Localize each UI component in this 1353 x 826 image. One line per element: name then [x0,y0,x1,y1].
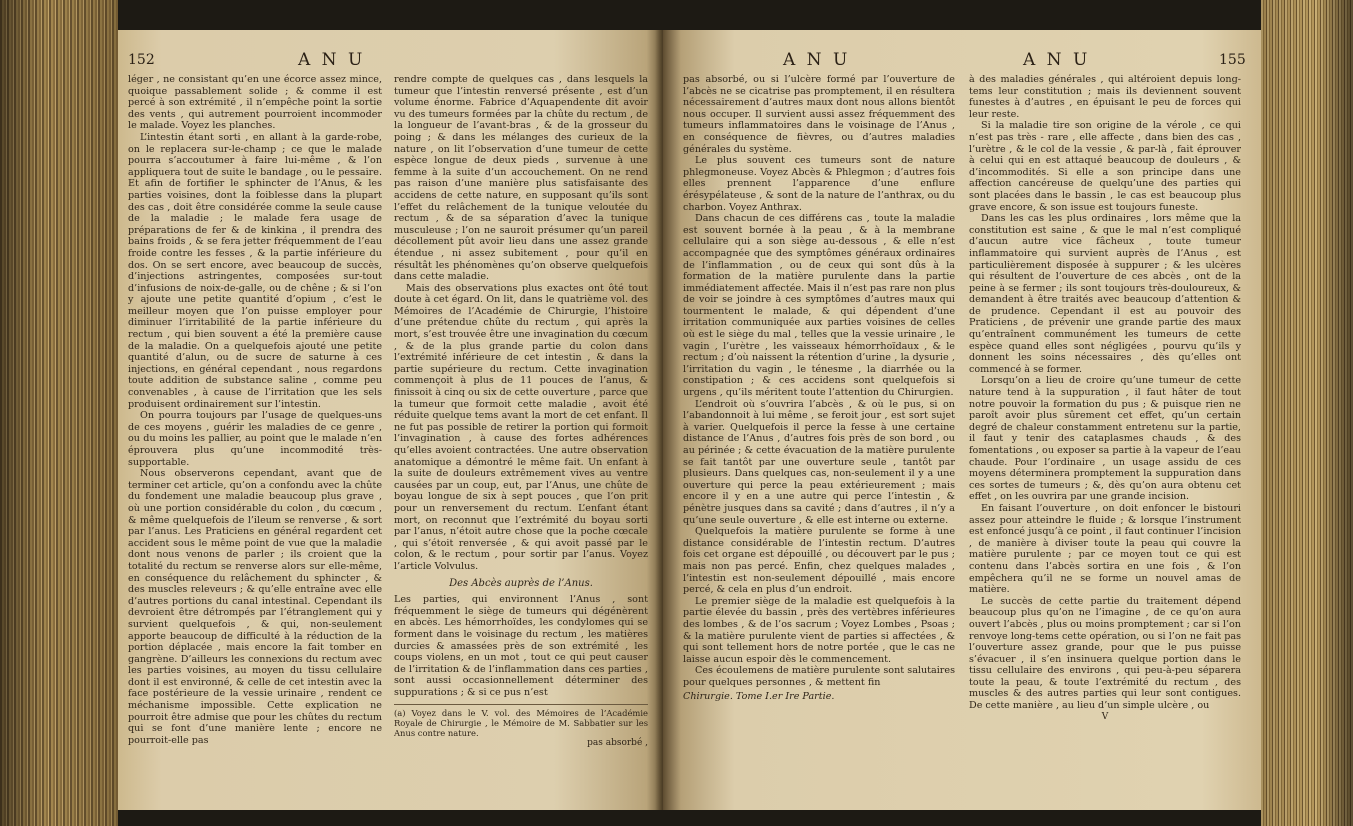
signature-mark: V [1101,711,1109,722]
right-page [663,30,1261,810]
paragraph: Le succès de cette partie du traitement dépend beaucoup plus qu’on ne l’imagine , de ce qu’on aura ouvert l’abcès , plus ou moins promptement ; car si l’on renvoye long-tems cette opération, ou si l’on ne fait pas l’ouverture assez grande, pour que le pus puisse s’évacuer , il s’en insinuera quelque portion dans le tissu cellulaire des environs , qui peu-à-peu séparera toute la peau, & toute l’extrémité du rectum , des muscles & des autres parties qui leur sont contigues. De cette manière , au lieu d’un simple ulcère , ou [969,595,1241,712]
footnote: (a) Voyez dans le V. vol. des Mémoires de l’Académie Royale de Chirurgie , le Mémoire de M. Sabbatier sur les Anus contre nature. [394,704,648,738]
left-column-1 [128,74,382,746]
section-heading: Des Abcès auprès de l’Anus. [449,577,593,589]
paragraph: à des maladies générales , qui altéroient depuis long-tems leur constitution ; mais ils deviennent souvent funestes à d’autres , en épuisant le peu de forces qui leur reste. [969,74,1241,120]
catchword: pas absorbé , [587,738,648,749]
paragraph: léger , ne consistant qu’en une écorce assez mince, quoique passablement solide ; & comme il est percé à son extrémité , il n’empêche point la sortie des vents , qui autrement pourroient incommoder le malade. Voyez les planches. [128,74,382,132]
paragraph: Dans chacun de ces différens cas , toute la maladie est souvent bornée à la peau , & à la membrane cellulaire qui a son siège au-dessous , & elle n’est accompagnée que des symptômes généraux ordinaires de l’inflammation , ou de ceux qui sont dûs à la formation de la matière purulente dans la partie immédiatement affectée. Mais il n’est pas rare non plus de voir se joindre à ces symptômes d’autres maux qui tourmentent le malade, & qui dépendent d’une irritation communiquée aux parties voisines de celles où est le siège du mal , telles que la vessie urinaire , le vagin , l’urètre , les vaisseaux hémorrhoïdaux , & le rectum ; d’où naissent la rétention d’urine , la dysurie , l’irritation du vagin , le ténesme , la diarrhée ou la constipation ; & ces accidens sont quelquefois si urgens , qu’ils méritent toute l’attention du Chirurgien. [683,213,955,399]
left-column-2 [394,74,648,750]
paragraph: Mais des observations plus exactes ont ôté tout doute à cet égard. On lit, dans le quatrième vol. des Mémoires de l’Académie de Chirurgie, l’histoire d’une prétendue chûte du rectum , qui après la mort, s’est trouvée être une invagination du cœcum , & de la plus grande partie du colon dans l’extrémité inférieure de cet intestin , & dans la partie supérieure du rectum. Cette invagination commençoit à plus de 11 pouces de l’anus, & finissoit à cinq ou six de cette ouverture , parce que la tumeur que formoit cette maladie , avoit été réduite quelque tems avant la mort de cet enfant. Il ne fut pas possible de retirer la portion qui formoit l’invagination , à cause des fortes adhérences qu’elles avoient contractées. Une autre observation anatomique a démontré le même fait. Un enfant à la suite de douleurs extrêmement vives au ventre causées par un coup, eut, par l’Anus, une chûte de boyau longue de six à sept pouces , que l’on prit pour un renversement du rectum. L’enfant étant mort, on reconnut que l’extrémité du boyau sorti par l’anus, n’étoit autre chose que la poche cœcale , qui s’étoit renversée , & qui avoit passé par le colon, & le rectum , pour sortir par l’anus. Voyez l’article Volvulus. [394,282,648,572]
right-column-2 [969,74,1241,723]
right-page-header-left: A N U [783,50,851,70]
paragraph: Lorsqu’on a lieu de croire qu’une tumeur de cette nature tend à la suppuration , il faut hâter de tout notre pouvoir la formation du pus ; & puisque rien ne paroît avoir plus sûrement cet effet, qu’un certain degré de chaleur constamment entretenu sur la partie, il faut y tenir des cataplasmes chauds , & des fomentations , ou exposer sa partie à la vapeur de l’eau chaude. Pour l’ordinaire , un usage assidu de ces moyens déterminera promptement la suppuration dans ces sortes de tumeurs ; &, dès qu’on aura obtenu cet effet , on les ouvrira par une grande incision. [969,375,1241,503]
paragraph: Quelquefois la matière purulente se forme à une distance considérable de l’intestin rectum. D’autres fois cet organe est dépouillé , ou découvert par le pus ; mais non pas percé. Enfin, chez quelques malades , l’intestin est non-seulement dépouillé , mais encore percé, & cela en plus d’un endroit. [683,526,955,596]
paragraph: Nous observerons cependant, avant que de terminer cet article, qu’on a confondu avec la chûte du fondement une maladie beaucoup plus grave , où une portion considérable du colon , du cœcum , & même quelquefois de l’ileum se renverse , & sort par l’anus. Les Praticiens en général regardent cet accident sous le même point de vue que la maladie dont nous venons de parler ; ils croient que la totalité du rectum se renverse alors sur elle-même, en conséquence du relâchement du sphincter , & des muscles releveurs ; & qu’elle entraîne avec elle d’autres portions du canal intestinal. Cependant ils devroient être détrompés par l’étranglement qui y survient quelquefois , & qui, non-seulement apporte beaucoup de difficulté à la réduction de la portion déplacée , mais encore la fait tomber en gangrène. D’ailleurs les connexions du rectum avec les parties voisines, au moyen du tissu cellulaire dont il est environné, & celle de cet intestin avec la face postérieure de la vessie urinaire , rendent ce méchanisme impossible. Cette explication ne pourroit être admise que pour les chûtes du rectum qui se font d’une manière lente ; encore ne pourroit-elle pas [128,468,382,746]
book-edge-right [1261,0,1353,826]
paragraph: Dans les cas les plus ordinaires , lors même que la constitution est saine , & que le mal n’est compliqué d’aucun autre vice fâcheux , toute tumeur inflammatoire qui survient auprès de l’Anus , est particulièrement disposée à suppurer ; & les ulcères qui résultent de l’ouverture de ces abcès , ont de la peine à se fermer ; ils sont toujours très-douloureux, & demandent à être traités avec beaucoup d’attention & de prudence. Cependant il est au pouvoir des Praticiens , de prévenir une grande partie des maux qu’entraînent communément les tumeurs de cette espèce quand elles sont négligées , pourvu qu’ils y donnent les soins nécessaires , dès qu’elles ont commencé à se former. [969,213,1241,375]
paragraph: L’intestin étant sorti , en allant à la garde-robe, on le replacera sur-le-champ ; ce que le malade pourra s’accoutumer à faire lui-même , & l’on appliquera tout de suite le bandage , ou le pessaire. Et afin de fortifier le sphincter de l’Anus, & les parties voisines, dont la foiblesse dans la plupart des cas , doit être considérée comme la seule cause de la maladie ; le malade fera usage de préparations de fer & de kinkina , il prendra des bains froids , & se fera jetter fréquemment de l’eau froide contre les fesses , & la partie inférieure du dos. On se sert encore, avec beaucoup de succès, d’injections astringentes, composées sur-tout d’infusions de noix-de-galle, ou de chêne ; & si l’on y ajoute une petite quantité d’opium , c’est le meilleur moyen que l’on puisse employer pour diminuer l’irritabilité de la partie inférieure du rectum , qui bien souvent a été la première cause de la maladie. On a quelquefois ajouté une petite quantité d’alun, ou de sucre de saturne à ces injections, en général cependant , nous regardons toute addition de substance saline , comme peu convenables , à cause de l’irritation que les sels produisent ordinairement sur l’intestin. [128,131,382,410]
right-page-number: 155 [1219,52,1246,68]
signature-line: Chirurgie. Tome I.er Ire Partie. [683,691,835,703]
paragraph: On pourra toujours par l’usage de quelques-uns de ces moyens , guérir les maladies de ce genre , ou du moins les pallier, au point que le malade n’en éprouvera plus qu’une incommodité très-supportable. [128,410,382,468]
paragraph: Le plus souvent ces tumeurs sont de nature phlegmoneuse. Voyez Abcès & Phlegmon ; d’autres fois elles prennent l’apparence d’une enflure érésypélateuse , & sont de la nature de l’anthrax, ou du charbon. Voyez Anthrax. [683,155,955,213]
paragraph: Si la maladie tire son origine de la vérole , ce qui n’est pas très - rare , elle affecte , dans bien des cas , l’urètre , & le col de la vessie , & par-là , fait éprouver à celui qui en est attaqué beaucoup de douleurs , & d’incommodités. Si elle a son principe dans une affection cancéreuse de quelqu’une des parties qui sont placées dans le bassin , le cas est beaucoup plus grave encore, & son issue est toujours funeste. [969,120,1241,213]
left-page-number: 152 [128,52,155,68]
paragraph: rendre compte de quelques cas , dans lesquels la tumeur que l’intestin renversé présente , est d’un volume énorme. Fabrice d’Aquapendente dit avoir vu des tumeurs formées par la chûte du rectum , de la longueur de l’avant-bras , & de la grosseur du poing ; & dans les mélanges des curieux de la nature , on lit l’observation d’une tumeur de cette espèce longue de deux pieds , survenue à une femme à la suite d’un accouchement. On ne rend pas raison d’une manière plus satisfaisante des accidens de cette nature, en supposant qu’ils sont l’effet du relâchement de la tunique veloutée du rectum , & de sa séparation d’avec la tunique musculeuse ; l’on ne sauroit présumer qu’un pareil décollement pût avoir lieu dans une assez grande étendue , ni assez subitement , pour qu’il en résultât les phénomènes qu’on observe quelquefois dans cette maladie. [394,74,648,283]
right-page-header-right: A N U [1023,50,1091,70]
book-edge-left [0,0,118,826]
left-page-header: A N U [298,50,366,70]
paragraph: Les parties, qui environnent l’Anus , sont fréquemment le siège de tumeurs qui dégénèrent en abcès. Les hémorrhoïdes, les condylomes qui se forment dans le voisinage du rectum , les matières durcies & amassées près de son extrémité , les coups violens, en un mot , tout ce qui peut causer de l’irritation & de l’inflammation dans ces parties , sont aussi occasionnellement déterminer des suppurations ; & si ce pus n’est [394,594,648,698]
left-page [118,30,663,810]
paragraph: Le premier siège de la maladie est quelquefois à la partie élevée du bassin , près des vertèbres inférieures des lombes , & de l’os sacrum ; Voyez Lombes , Psoas ; & la matière purulente vient de parties si affectées , & qui sont tellement hors de notre portée , que le cas ne laisse aucun espoir dès le commencement. [683,595,955,665]
paragraph: pas absorbé, ou si l’ulcère formé par l’ouverture de l’abcès ne se cicatrise pas promptement, il en résultera nécessairement d’autres maux dont nous allons bientôt nous occuper. Il survient aussi assez fréquemment des tumeurs inflammatoires dans le voisinage de l’Anus , en conséquence de fièvres, ou d’autres maladies générales du système. [683,74,955,155]
paragraph: Ces écoulemens de matière purulente sont salutaires pour quelques personnes , & mettent fin [683,665,955,688]
paragraph: En faisant l’ouverture , on doit enfoncer le bistouri assez pour atteindre le fluide ; & lorsque l’instrument est enfoncé jusqu’à ce point , il faut continuer l’incision , de manière à diviser toute la peau qui couvre la matière purulente ; par ce moyen tout ce qui est contenu dans l’abcès sortira en une fois , & l’on empêchera qu’il ne se forme un nouvel amas de matière. [969,502,1241,596]
paragraph: L’endroit où s’ouvrira l’abcès , & où le pus, si on l’abandonnoit à lui même , se feroit jour , est sort sujet à varier. Quelquefois il perce la fesse à une certaine distance de l’Anus , d’autres fois près de son bord , ou au périnée ; & cette évacuation de la matière purulente se fait tantôt par une ouverture seule , tantôt par plusieurs. Dans quelques cas, non-seulement il y a une ouverture qui perce la peau extérieurement ; mais encore il y en a une autre qui perce l’intestin , & pénètre jusques dans sa cavité ; dans d’autres , il n’y a qu’une seule ouverture , & elle est interne ou externe. [683,398,955,526]
right-column-1 [683,74,955,703]
